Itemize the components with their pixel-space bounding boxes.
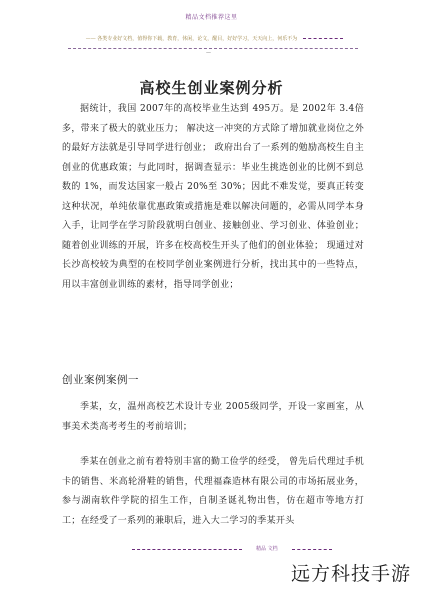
header-notice-strip <box>0 35 423 42</box>
header-title: 精品文档推荐这里 <box>185 14 238 21</box>
footer-dash-left <box>132 549 242 550</box>
section-heading: 创业案例案例一 <box>62 374 139 386</box>
case-paragraph-1: 季某，女，温州高校艺术设计专业 2005级同学，开设一家画室，从事美术类高考考生的考前培训； <box>62 402 364 432</box>
watermark-text: 远方科技手游 <box>290 563 411 585</box>
header-dash-right <box>303 38 343 39</box>
document-header <box>0 0 423 56</box>
case-paragraph-2: 季某在创业之前有着特别丰富的勤工俭学的经受， 曾先后代理过手机卡的销售、米高轮滑鞋的销售，代理福森造林有限公司的市场拓展业务，参与湖南软件学院的招生工作，自制圣诞礼物出售，仿在超市等地方打工；在经受了一系列的兼职后，进入大二学习的季某开头 <box>62 457 364 526</box>
header-notice: —— 各类专业好文档，值得你下载，教育，休闲，论文，醒目，好好学习，天天向上，何乐不为 <box>85 36 298 42</box>
header-separator <box>68 48 358 49</box>
document-title: 高校生创业案例分析 <box>139 79 284 97</box>
separator-mark: — <box>206 50 211 56</box>
footer-label: 精品 文档 <box>256 546 278 552</box>
footer-dash-right <box>292 549 332 550</box>
intro-paragraph: 据统计，我国 2007年的高校毕业生达到 495万。是 2002年 3.4倍多，带来了极大的就业压力； 解决这一冲突的方式除了增加就业岗位之外的最好方法就是引导同学进行创业； 政府出台了一系列的勉励高校生自主创业的优惠政策；与此同时，据调查显示：毕业生挑选创业的比例不到总数的 1%，而发达国家一般占 20%至 30%；因此不难发觉，要真正转变这种状况，单纯依靠优惠政策或措施是难以解决问题的，必需从同学本身入手，让同学在学习阶段就明白创业、接触创业、学习创业、体验创业；随着创业训练的开展，许多在校高校生开头了他们的创业体验； 现通过对长沙高校较为典型的在校同学创业案例进行分析，找出其中的一些特点，用以丰富创业训练的素材，指导同学创业； <box>62 104 364 290</box>
